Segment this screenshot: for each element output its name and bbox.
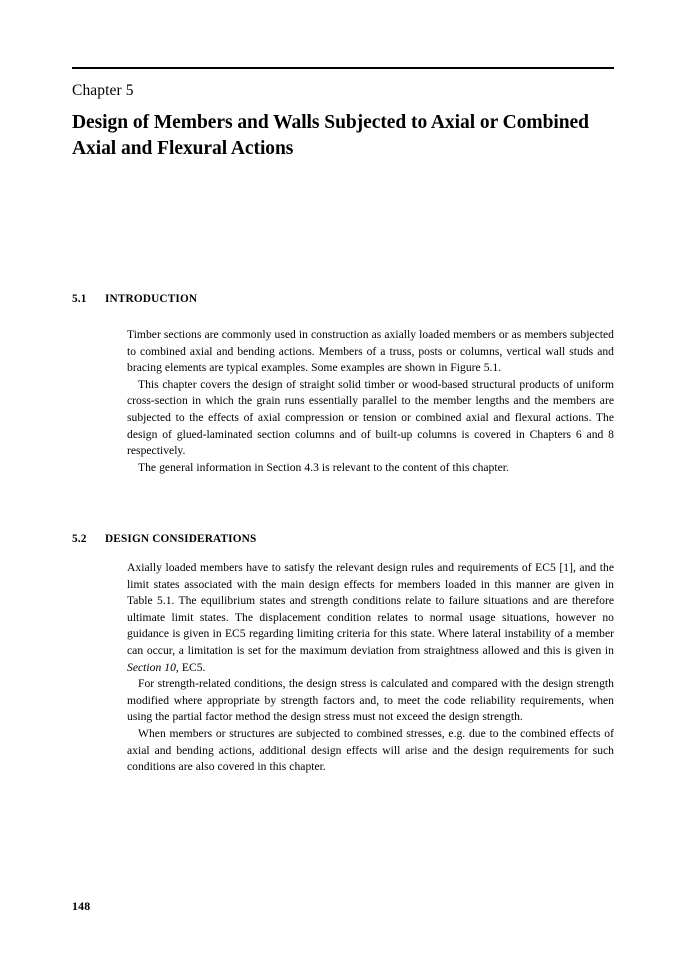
- chapter-label: Chapter 5: [72, 82, 134, 99]
- paragraph: [127, 560, 614, 676]
- chapter-heading-block: [72, 80, 614, 162]
- paragraph: The general information in Section 4.3 is relevant to the content of this chapter.: [138, 460, 509, 474]
- section-body-5-2: [127, 560, 614, 776]
- section-label: INTRODUCTION: [105, 293, 198, 305]
- section-number: 5.1: [72, 293, 87, 305]
- section-label: DESIGN CONSIDERATIONS: [105, 533, 257, 545]
- paragraph: For strength-related conditions, the design stress is calculated and compared with the design strength modified where appropriate by strength factors and, to meet the code reliability requirements, when using the partial factor method the design stress must not exceed the design strength.: [127, 677, 614, 724]
- paragraph: Timber sections are commonly used in construction as axially loaded members or as members subjected to combined axial and bending actions. Members of a truss, posts or columns, vertical wall studs and bracing elements are typical examples. Some examples are shown in Figure 5.1.: [127, 328, 614, 375]
- section-heading-5-2: [72, 533, 614, 545]
- section-body-5-1: [127, 327, 614, 476]
- paragraph-text-lead: Axially loaded members have to satisfy the relevant design rules and requirements of EC5 [1], and the limit states associated with the main design effects for members loaded in this manner are given in Table 5.1. The equilibrium states and strength conditions relate to failure situations and are therefore ultimate limit states. The displacement condition relates to normal usage situations, however no guidance is given in EC5 regarding limiting criteria for this state. Where lateral instability of a member can occur, a limitation is set for the maximum deviation from straightness allowed and this is given in: [127, 561, 614, 657]
- chapter-title: Design of Members and Walls Subjected to Axial or Combined Axial and Flexural Actions: [72, 112, 589, 159]
- section-reference-italic: Section 10: [127, 660, 176, 674]
- section-number: 5.2: [72, 533, 87, 545]
- section-reference-tail: , EC5.: [175, 660, 206, 674]
- paragraph: This chapter covers the design of straight solid timber or wood-based structural products of uniform cross-section in which the grain runs essentially parallel to the member lengths and the members are subjected to the effects of axial compression or tension or combined axial and flexural actions. The design of glued-laminated section columns and of built-up columns is covered in Chapters 6 and 8 respectively.: [127, 377, 614, 458]
- header-rule: [72, 67, 614, 69]
- paragraph: When members or structures are subjected to combined stresses, e.g. due to the combined effects of axial and bending actions, additional design effects will arise and the design requirements for such conditions are also covered in this chapter.: [127, 726, 614, 774]
- section-heading-5-1: [72, 293, 614, 305]
- page-number: 148: [72, 899, 91, 913]
